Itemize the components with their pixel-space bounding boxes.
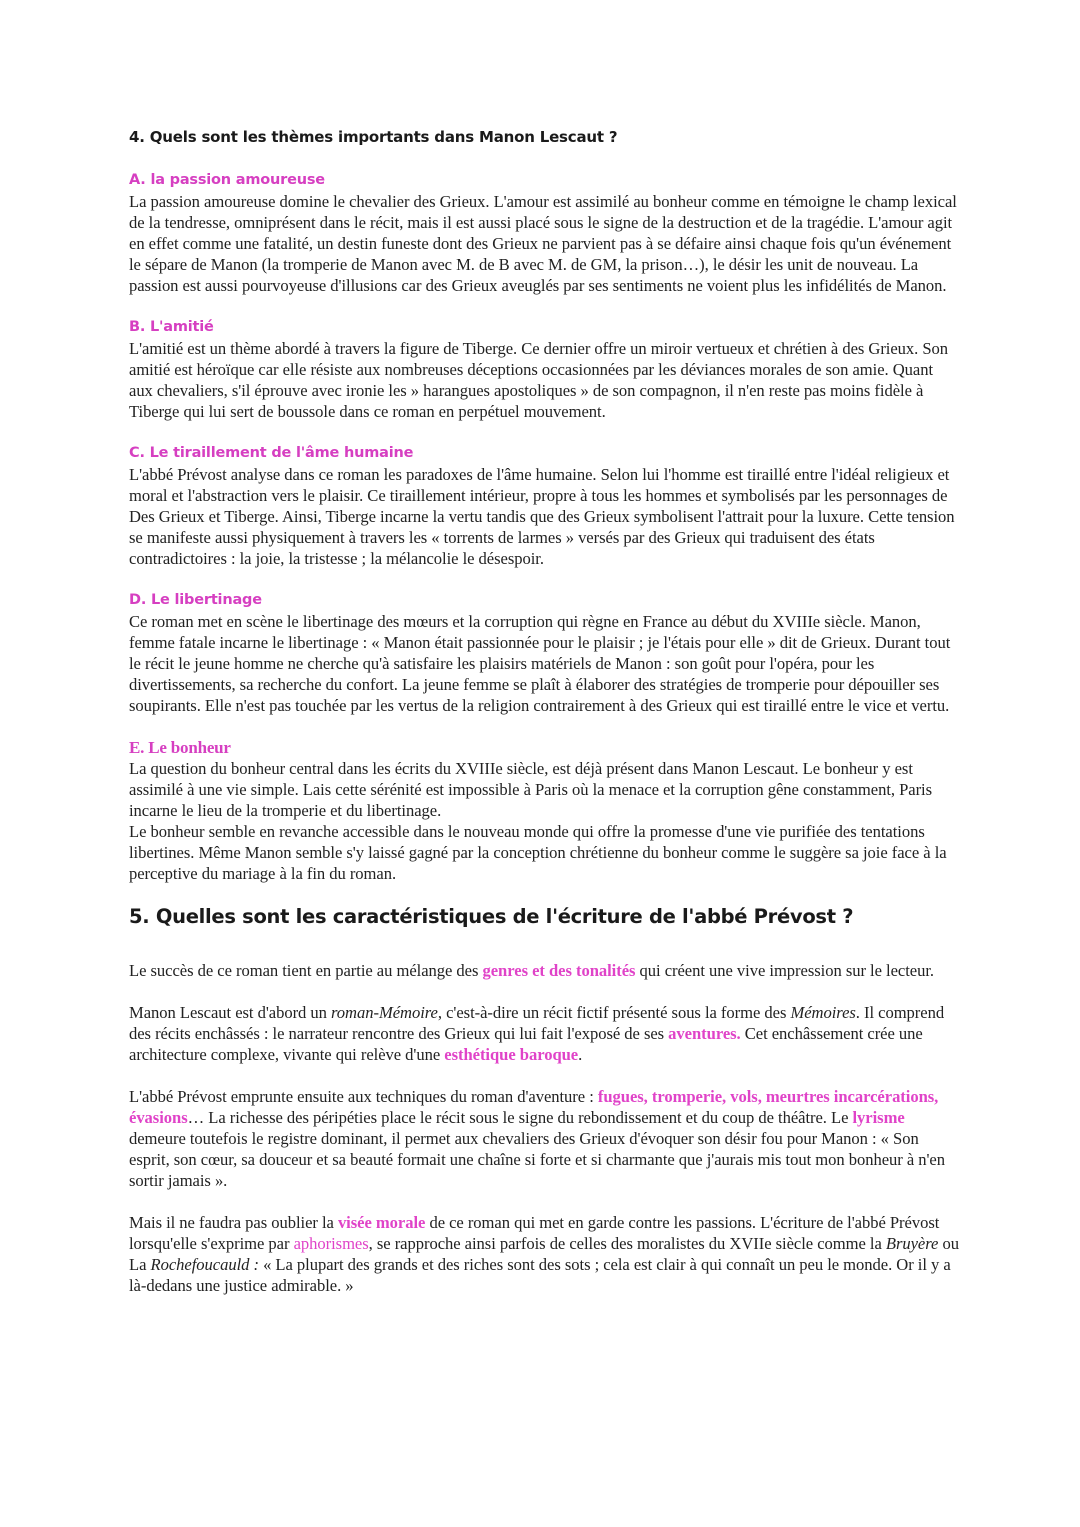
q5-p3-text-a: L'abbé Prévost emprunte ensuite aux techniques du roman d'aventure : <box>129 1087 598 1106</box>
section-b <box>129 317 959 422</box>
q5-p3-highlight-1: fugues, tromperie, vols, meurtres incarcérations, évasions <box>129 1087 939 1127</box>
q5-p4-text-c: , se rapproche ainsi parfois de celles des moralistes du XVIIe siècle comme la <box>368 1234 886 1253</box>
section-e-text-2: Le bonheur semble en revanche accessible dans le nouveau monde qui offre la promesse d'une vie purifiée des tentations libertines. Même Manon semble s'y laissé gagné par la conception chrétienne du bonheur comme le suggère sa joie face à la perceptive du mariage à la fin du roman. <box>129 822 947 883</box>
q5-p1-text-b: qui créent une vive impression sur le lecteur. <box>635 961 934 980</box>
section-d <box>129 590 959 716</box>
section-e-title: E. Le bonheur <box>129 738 231 757</box>
section-b-title: B. L'amitié <box>129 319 214 335</box>
q5-p4-text-d: ou La <box>129 1234 959 1274</box>
section-b-text: L'amitié est un thème abordé à travers la figure de Tiberge. Ce dernier offre un miroir vertueux et chrétien à des Grieux. Son amitié est héroïque car elle résiste aux nombreuses déceptions occasionnées par les déviances morales de son amie. Quant aux chevaliers, s'il éprouve avec ironie les » harangues apostoliques » de son compagnon, il n'en reste pas moins fidèle à Tiberge qui lui sert de boussole dans ce roman en perpétuel mouvement. <box>129 339 949 421</box>
q5-p3-highlight-2: lyrisme <box>852 1108 905 1127</box>
section-c-text: L'abbé Prévost analyse dans ce roman les paradoxes de l'âme humaine. Selon lui l'homme est tiraillé entre l'idéal religieux et moral et l'abstraction vers le plaisir. Ce tiraillement intérieur, propre à tous les hommes et symbolisés par les personnages de Des Grieux et Tiberge. Ainsi, Tiberge incarne la vertu tandis que des Grieux symbolisent l'attrait pour la luxure. Cette tension se manifeste aussi physiquement à travers les « torrents de larmes » versés par des Grieux qui traduisent des états contradictoires : la joie, la tristesse ; la mélancolie le désespoir. <box>129 465 955 568</box>
q5-p2-text-d: Cet enchâssement crée une architecture complexe, vivante qui relève d'une <box>129 1024 923 1064</box>
q5-paragraph-1 <box>129 960 959 981</box>
q5-p2-highlight-1: aventures. <box>668 1024 741 1043</box>
q5-p2-italic-2: Mémoires <box>790 1003 856 1022</box>
section-a <box>129 170 959 296</box>
q5-p2-highlight-2: esthétique baroque <box>444 1045 579 1064</box>
section-c <box>129 443 959 569</box>
document-page <box>129 128 959 1317</box>
question-5-heading: 5. Quelles sont les caractéristiques de l'écriture de l'abbé Prévost ? <box>129 905 854 928</box>
q5-p2-text-c: . Il comprend des récits enchâssés : le narrateur rencontre des Grieux qui lui fait l'exposé de ses <box>129 1003 945 1043</box>
section-a-title: A. la passion amoureuse <box>129 172 325 188</box>
q5-p4-text-a: Mais il ne faudra pas oublier la <box>129 1213 338 1232</box>
q5-p4-highlight-2: aphorismes <box>293 1234 369 1253</box>
q5-p3-text-c: demeure toutefois le registre dominant, il permet aux chevaliers des Grieux d'évoquer son désir fou pour Manon : « Son esprit, son cœur, sa douceur et sa beauté formait une chaîne si forte et si charmante que j'aurais mis tout mon bonheur à n'en sortir jamais ». <box>129 1129 945 1190</box>
section-e <box>129 737 959 884</box>
q5-p2-text-a: Manon Lescaut est d'abord un <box>129 1003 331 1022</box>
q5-paragraph-4 <box>129 1212 959 1296</box>
q5-p4-highlight-1: visée morale <box>337 1213 426 1232</box>
section-c-title: C. Le tiraillement de l'âme humaine <box>129 445 414 461</box>
section-d-title: D. Le libertinage <box>129 592 262 608</box>
q5-p1-highlight: genres et des tonalités <box>482 961 636 980</box>
q5-p2-text-b: , c'est-à-dire un récit fictif présenté sous la forme des <box>437 1003 791 1022</box>
q5-paragraph-2 <box>129 1002 959 1065</box>
q5-paragraph-3 <box>129 1086 959 1191</box>
question-4-heading: 4. Quels sont les thèmes importants dans Manon Lescaut ? <box>129 128 618 146</box>
section-a-text: La passion amoureuse domine le chevalier des Grieux. L'amour est assimilé au bonheur comme en témoigne le champ lexical de la tendresse, omniprésent dans le récit, mais il est aussi placé sous le signe de la destruction et de la tragédie. L'amour agit en effet comme une fatalité, un destin funeste dont des Grieux ne parvient pas à se défaire ainsi chaque fois qu'un événement le sépare de Manon (la tromperie de Manon avec M. de B avec M. de GM, la prison…), le désir les unit de nouveau. La passion est aussi pourvoyeuse d'illusions car des Grieux aveuglés par ses sentiments ne voient plus les infidélités de Manon. <box>129 192 957 295</box>
q5-p4-text-e: « La plupart des grands et des riches sont des sots ; cela est clair à qui connaît un peu le monde. Or il y a là-dedans une justice admirable. » <box>129 1255 951 1295</box>
q5-p4-italic-1: Bruyère <box>885 1234 939 1253</box>
section-e-text: La question du bonheur central dans les écrits du XVIIIe siècle, est déjà présent dans Manon Lescaut. Le bonheur y est assimilé à une vie simple. Lais cette sérénité est impossible à Paris où la menace et la corruption gêne constamment, Paris incarne le lieu de la tromperie et du libertinage. <box>129 759 933 820</box>
q5-p4-text-b: de ce roman qui met en garde contre les passions. L'écriture de l'abbé Prévost lorsqu'elle s'exprime par <box>129 1213 940 1253</box>
q5-p4-italic-2: Rochefoucauld : <box>150 1255 259 1274</box>
q5-p3-text-b: … La richesse des péripéties place le récit sous le signe du rebondissement et du coup de théâtre. Le <box>187 1108 853 1127</box>
q5-p2-text-e: . <box>578 1045 583 1064</box>
section-d-text: Ce roman met en scène le libertinage des mœurs et la corruption qui règne en France au début du XVIIIe siècle. Manon, femme fatale incarne le libertinage : « Manon était passionnée pour le plaisir ; je l'étais pour elle » dit de Grieux. Durant tout le récit le jeune homme ne cherche qu'à satisfaire les plaisirs matériels de Manon : son goût pour l'opéra, pour les divertissements, sa recherche du confort. La jeune femme se plaît à élaborer des stratégies de tromperie pour dépouiller ses soupirants. Elle n'est pas touchée par les vertus de la religion contrairement à des Grieux qui est tiraillé entre le vice et vertu. <box>129 612 951 715</box>
q5-p1-text-a: Le succès de ce roman tient en partie au mélange des <box>129 961 483 980</box>
q5-p2-italic-1: roman-Mémoire <box>331 1003 438 1022</box>
